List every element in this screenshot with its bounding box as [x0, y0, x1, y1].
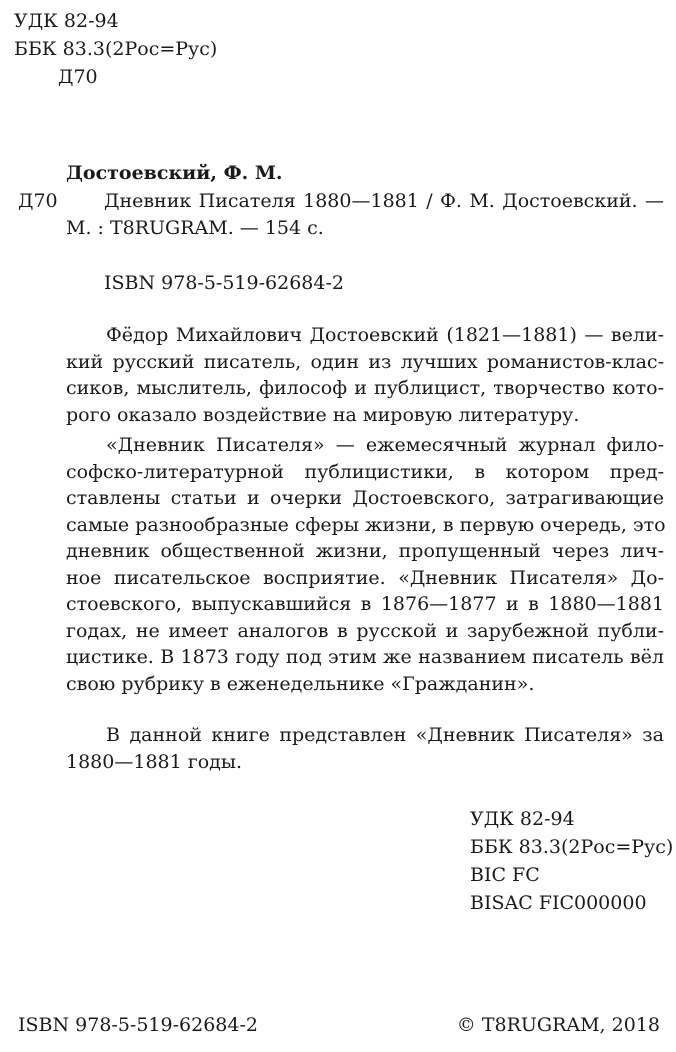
annotation-line: «Дневник Писателя» — ежемесячный журнал фило- — [106, 434, 664, 456]
annotation-line: кий русский писатель, один из лучших романистов-клас- — [66, 350, 664, 373]
record-publisher-line: М. : T8RUGRAM. — 154 с. — [66, 217, 324, 239]
footer-copyright: © T8RUGRAM, 2018 — [456, 1014, 660, 1036]
annotation-line: сиков, мыслитель, философ и публицист, творчество кото- — [66, 377, 664, 399]
annotation-line: годах, не имеет аналогов в русской и зарубежной публи- — [66, 619, 664, 642]
annotation-line: свою рубрику в еженедельнике «Гражданин». — [66, 672, 535, 695]
header-udk: УДК 82-94 — [14, 10, 119, 32]
annotation-line: В данной книге представлен «Дневник Писателя» за — [106, 724, 664, 746]
annotation-line: дневник общественной жизни, пропущенный через лич- — [66, 540, 664, 562]
classification-codes — [470, 806, 673, 918]
footer-isbn: ISBN 978-5-519-62684-2 — [18, 1014, 258, 1036]
record-isbn: ISBN 978-5-519-62684-2 — [104, 272, 344, 294]
annotation-line: цистике. В 1873 году под этим же названием писатель вёл — [66, 646, 664, 668]
code-bisac: BISAC FIC000000 — [470, 892, 647, 914]
code-udk: УДК 82-94 — [470, 808, 575, 830]
annotation-line: стоевского, выпускавшийся в 1876—1877 и в 1880—1881 — [66, 593, 664, 615]
record-author: Достоевский, Ф. М. — [66, 162, 283, 184]
annotation-line: рого оказало воздействие на мировую литературу. — [66, 403, 580, 426]
annotation-line: Фёдор Михайлович Достоевский (1821—1881) — вели- — [106, 324, 664, 346]
annotation-line: софско-литературной публицистики, в котором пред- — [66, 460, 664, 483]
code-bic: BIC FC — [470, 864, 540, 886]
code-bbk: ББК 83.3(2Рос=Рус) — [470, 836, 674, 858]
annotation-line: ставлены статьи и очерки Достоевского, затрагивающие — [66, 487, 664, 509]
record-title-line: Дневник Писателя 1880—1881 / Ф. М. Достоевский. — — [104, 190, 664, 212]
record-author-mark: Д70 — [18, 190, 58, 212]
annotation-line: 1880—1881 годы. — [66, 750, 243, 773]
annotation-line: самые разнообразные сферы жизни, в первую очередь, это — [66, 513, 666, 536]
header-author-mark: Д70 — [58, 66, 98, 88]
annotation-paragraph-3 — [66, 722, 664, 775]
header-bbk: ББК 83.3(2Рос=Рус) — [14, 38, 218, 60]
annotation-paragraph-1 — [66, 322, 664, 428]
annotation-paragraph-2 — [66, 432, 664, 697]
annotation-line: ное писательское восприятие. «Дневник Писателя» До- — [66, 566, 664, 589]
